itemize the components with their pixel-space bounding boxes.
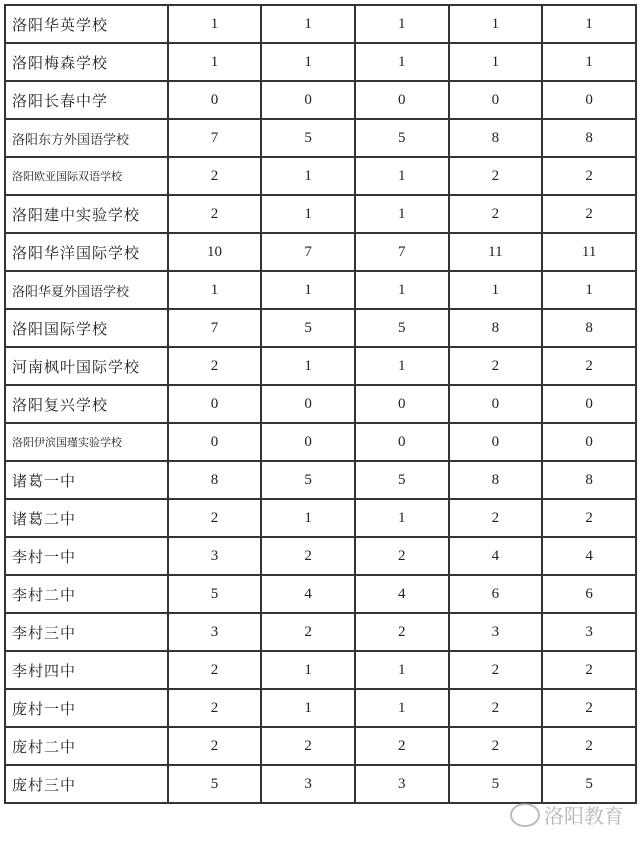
school-name: 庞村三中: [5, 765, 168, 803]
value-cell: 2: [449, 689, 543, 727]
value-cell: 2: [542, 727, 636, 765]
value-cell: 2: [168, 499, 262, 537]
table-row: [5, 537, 636, 575]
value-cell: 4: [449, 537, 543, 575]
value-cell: 2: [168, 727, 262, 765]
value-cell: 1: [261, 195, 355, 233]
school-name: 洛阳国际学校: [5, 309, 168, 347]
value-cell: 2: [542, 689, 636, 727]
value-cell: 0: [542, 385, 636, 423]
value-cell: 3: [168, 613, 262, 651]
value-cell: 0: [355, 81, 449, 119]
value-cell: 5: [261, 309, 355, 347]
value-cell: 0: [449, 81, 543, 119]
value-cell: 1: [355, 5, 449, 43]
value-cell: 4: [542, 537, 636, 575]
value-cell: 2: [542, 195, 636, 233]
table-row: [5, 81, 636, 119]
value-cell: 1: [355, 157, 449, 195]
value-cell: 1: [168, 43, 262, 81]
value-cell: 4: [261, 575, 355, 613]
value-cell: 0: [449, 385, 543, 423]
watermark-text: 洛阳教育: [544, 804, 624, 828]
value-cell: 5: [168, 765, 262, 803]
school-name: 李村三中: [5, 613, 168, 651]
table-row: [5, 499, 636, 537]
value-cell: 2: [168, 195, 262, 233]
value-cell: 1: [355, 195, 449, 233]
value-cell: 1: [449, 43, 543, 81]
value-cell: 2: [168, 689, 262, 727]
value-cell: 0: [168, 385, 262, 423]
value-cell: 2: [168, 651, 262, 689]
value-cell: 3: [542, 613, 636, 651]
table-row: [5, 689, 636, 727]
value-cell: 1: [261, 347, 355, 385]
value-cell: 11: [449, 233, 543, 271]
table-row: [5, 195, 636, 233]
value-cell: 7: [168, 119, 262, 157]
table-row: [5, 309, 636, 347]
value-cell: 8: [168, 461, 262, 499]
value-cell: 0: [261, 385, 355, 423]
value-cell: 2: [449, 727, 543, 765]
value-cell: 8: [449, 309, 543, 347]
value-cell: 2: [261, 727, 355, 765]
wechat-icon: [510, 803, 540, 827]
school-name: 庞村二中: [5, 727, 168, 765]
table-row: [5, 43, 636, 81]
value-cell: 5: [168, 575, 262, 613]
value-cell: 8: [449, 461, 543, 499]
value-cell: 5: [449, 765, 543, 803]
table-row: [5, 461, 636, 499]
school-name: 洛阳华洋国际学校: [5, 233, 168, 271]
value-cell: 2: [542, 157, 636, 195]
value-cell: 2: [168, 157, 262, 195]
value-cell: 1: [168, 5, 262, 43]
watermark: [510, 800, 624, 829]
value-cell: 8: [542, 309, 636, 347]
value-cell: 3: [449, 613, 543, 651]
value-cell: 2: [449, 347, 543, 385]
value-cell: 7: [168, 309, 262, 347]
school-name: 洛阳欧亚国际双语学校: [5, 157, 168, 195]
value-cell: 0: [355, 385, 449, 423]
school-name: 洛阳华夏外国语学校: [5, 271, 168, 309]
value-cell: 1: [542, 43, 636, 81]
value-cell: 3: [168, 537, 262, 575]
school-name: 诸葛二中: [5, 499, 168, 537]
value-cell: 2: [355, 613, 449, 651]
value-cell: 1: [355, 347, 449, 385]
value-cell: 8: [542, 119, 636, 157]
school-name: 河南枫叶国际学校: [5, 347, 168, 385]
value-cell: 1: [542, 271, 636, 309]
value-cell: 2: [449, 195, 543, 233]
value-cell: 4: [355, 575, 449, 613]
table-row: [5, 271, 636, 309]
table-row: [5, 423, 636, 461]
value-cell: 11: [542, 233, 636, 271]
table-row: [5, 233, 636, 271]
value-cell: 0: [261, 423, 355, 461]
value-cell: 5: [355, 309, 449, 347]
value-cell: 2: [261, 613, 355, 651]
value-cell: 0: [542, 423, 636, 461]
table-row: [5, 727, 636, 765]
value-cell: 0: [168, 423, 262, 461]
value-cell: 0: [355, 423, 449, 461]
value-cell: 3: [355, 765, 449, 803]
table-row: [5, 385, 636, 423]
value-cell: 0: [261, 81, 355, 119]
value-cell: 0: [168, 81, 262, 119]
value-cell: 5: [542, 765, 636, 803]
value-cell: 0: [542, 81, 636, 119]
value-cell: 2: [355, 727, 449, 765]
school-name: 洛阳长春中学: [5, 81, 168, 119]
value-cell: 7: [261, 233, 355, 271]
value-cell: 10: [168, 233, 262, 271]
value-cell: 2: [449, 157, 543, 195]
value-cell: 1: [355, 689, 449, 727]
table-row: [5, 5, 636, 43]
value-cell: 1: [168, 271, 262, 309]
table-row: [5, 613, 636, 651]
value-cell: 3: [261, 765, 355, 803]
value-cell: 2: [261, 537, 355, 575]
school-name: 洛阳东方外国语学校: [5, 119, 168, 157]
table-row: [5, 651, 636, 689]
value-cell: 1: [355, 499, 449, 537]
school-name: 庞村一中: [5, 689, 168, 727]
value-cell: 5: [261, 461, 355, 499]
value-cell: 1: [261, 5, 355, 43]
value-cell: 2: [168, 347, 262, 385]
table-row: [5, 765, 636, 803]
school-name: 洛阳建中实验学校: [5, 195, 168, 233]
value-cell: 2: [449, 651, 543, 689]
school-name: 李村四中: [5, 651, 168, 689]
value-cell: 1: [261, 271, 355, 309]
value-cell: 7: [355, 233, 449, 271]
school-name: 洛阳华英学校: [5, 5, 168, 43]
value-cell: 2: [542, 347, 636, 385]
value-cell: 1: [261, 43, 355, 81]
value-cell: 1: [261, 157, 355, 195]
table-row: [5, 347, 636, 385]
table-row: [5, 157, 636, 195]
school-name: 李村二中: [5, 575, 168, 613]
value-cell: 1: [261, 689, 355, 727]
value-cell: 5: [261, 119, 355, 157]
value-cell: 2: [542, 499, 636, 537]
value-cell: 1: [261, 651, 355, 689]
value-cell: 2: [355, 537, 449, 575]
table-row: [5, 119, 636, 157]
value-cell: 1: [449, 271, 543, 309]
value-cell: 1: [355, 271, 449, 309]
value-cell: 1: [355, 43, 449, 81]
value-cell: 6: [542, 575, 636, 613]
value-cell: 2: [542, 651, 636, 689]
school-name: 诸葛一中: [5, 461, 168, 499]
value-cell: 5: [355, 461, 449, 499]
school-name: 李村一中: [5, 537, 168, 575]
school-quota-table: [4, 4, 637, 804]
school-name: 洛阳伊滨国瑾实验学校: [5, 423, 168, 461]
value-cell: 0: [449, 423, 543, 461]
school-name: 洛阳复兴学校: [5, 385, 168, 423]
value-cell: 1: [261, 499, 355, 537]
table-row: [5, 575, 636, 613]
value-cell: 2: [449, 499, 543, 537]
school-name: 洛阳梅森学校: [5, 43, 168, 81]
value-cell: 1: [355, 651, 449, 689]
value-cell: 1: [449, 5, 543, 43]
value-cell: 6: [449, 575, 543, 613]
value-cell: 5: [355, 119, 449, 157]
value-cell: 8: [449, 119, 543, 157]
value-cell: 8: [542, 461, 636, 499]
value-cell: 1: [542, 5, 636, 43]
